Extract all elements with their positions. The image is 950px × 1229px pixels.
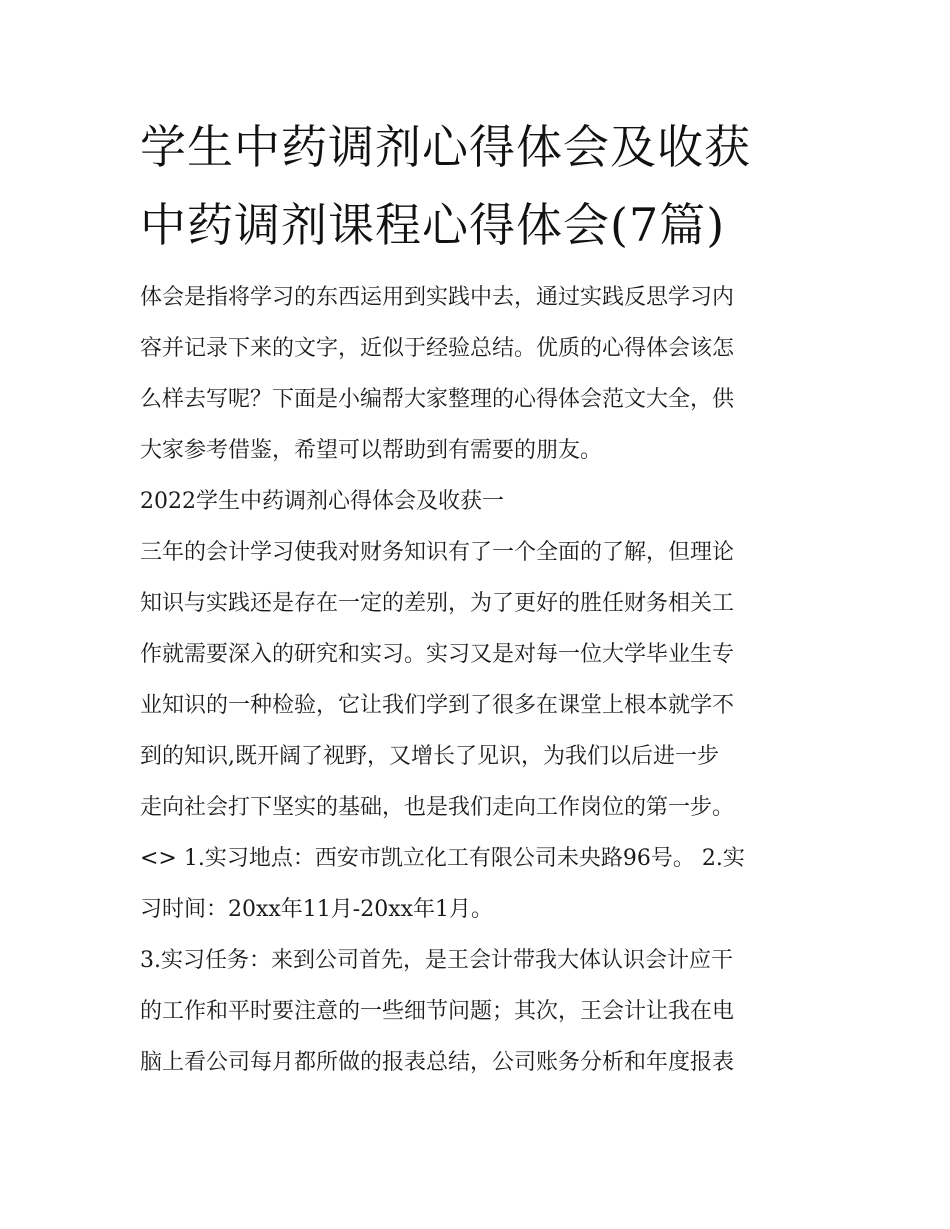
body-line: 作就需要深入的研究和实习。实习又是对每一位大学毕业生专 xyxy=(140,642,735,667)
body-line: 业知识的一种检验，它让我们学到了很多在课堂上根本就学不 xyxy=(140,693,735,718)
intro-line: 大家参考借鉴，希望可以帮助到有需要的朋友。 xyxy=(140,438,603,463)
details-line: 习时间：20xx年11月-20xx年1月。 xyxy=(140,897,494,922)
intro-line: 体会是指将学习的东西运用到实践中去，通过实践反思学习内 xyxy=(140,285,735,310)
details-paragraph xyxy=(140,833,812,935)
body-line: 走向社会打下坚实的基础，也是我们走向工作岗位的第一步。 xyxy=(140,795,735,820)
task-line: 的工作和平时要注意的一些细节问题；其次，王会计让我在电 xyxy=(140,999,735,1024)
body-paragraph xyxy=(140,527,812,833)
section-heading xyxy=(140,476,812,527)
task-line: 脑上看公司每月都所做的报表总结，公司账务分析和年度报表 xyxy=(140,1050,735,1075)
section-heading-text: 2022学生中药调剂心得体会及收获一 xyxy=(140,489,504,514)
task-paragraph xyxy=(140,935,812,1088)
document-title xyxy=(140,108,812,264)
intro-paragraph xyxy=(140,272,812,476)
title-line-2: 中药调剂课程心得体会(7篇) xyxy=(140,198,726,252)
details-line: <> 1.实习地点：西安市凯立化工有限公司未央路96号。 2.实 xyxy=(140,846,745,871)
intro-line: 容并记录下来的文字，近似于经验总结。优质的心得体会该怎 xyxy=(140,336,735,361)
body-line: 到的知识,既开阔了视野，又增长了见识，为我们以后进一步 xyxy=(140,744,719,769)
document-content xyxy=(140,108,812,1088)
task-line: 3.实习任务：来到公司首先，是王会计带我大体认识会计应干 xyxy=(140,948,733,973)
title-line-1: 学生中药调剂心得体会及收获 xyxy=(140,120,751,174)
intro-line: 么样去写呢？下面是小编帮大家整理的心得体会范文大全，供 xyxy=(140,387,735,412)
body-line: 三年的会计学习使我对财务知识有了一个全面的了解，但理论 xyxy=(140,540,735,565)
body-line: 知识与实践还是存在一定的差别，为了更好的胜任财务相关工 xyxy=(140,591,735,616)
